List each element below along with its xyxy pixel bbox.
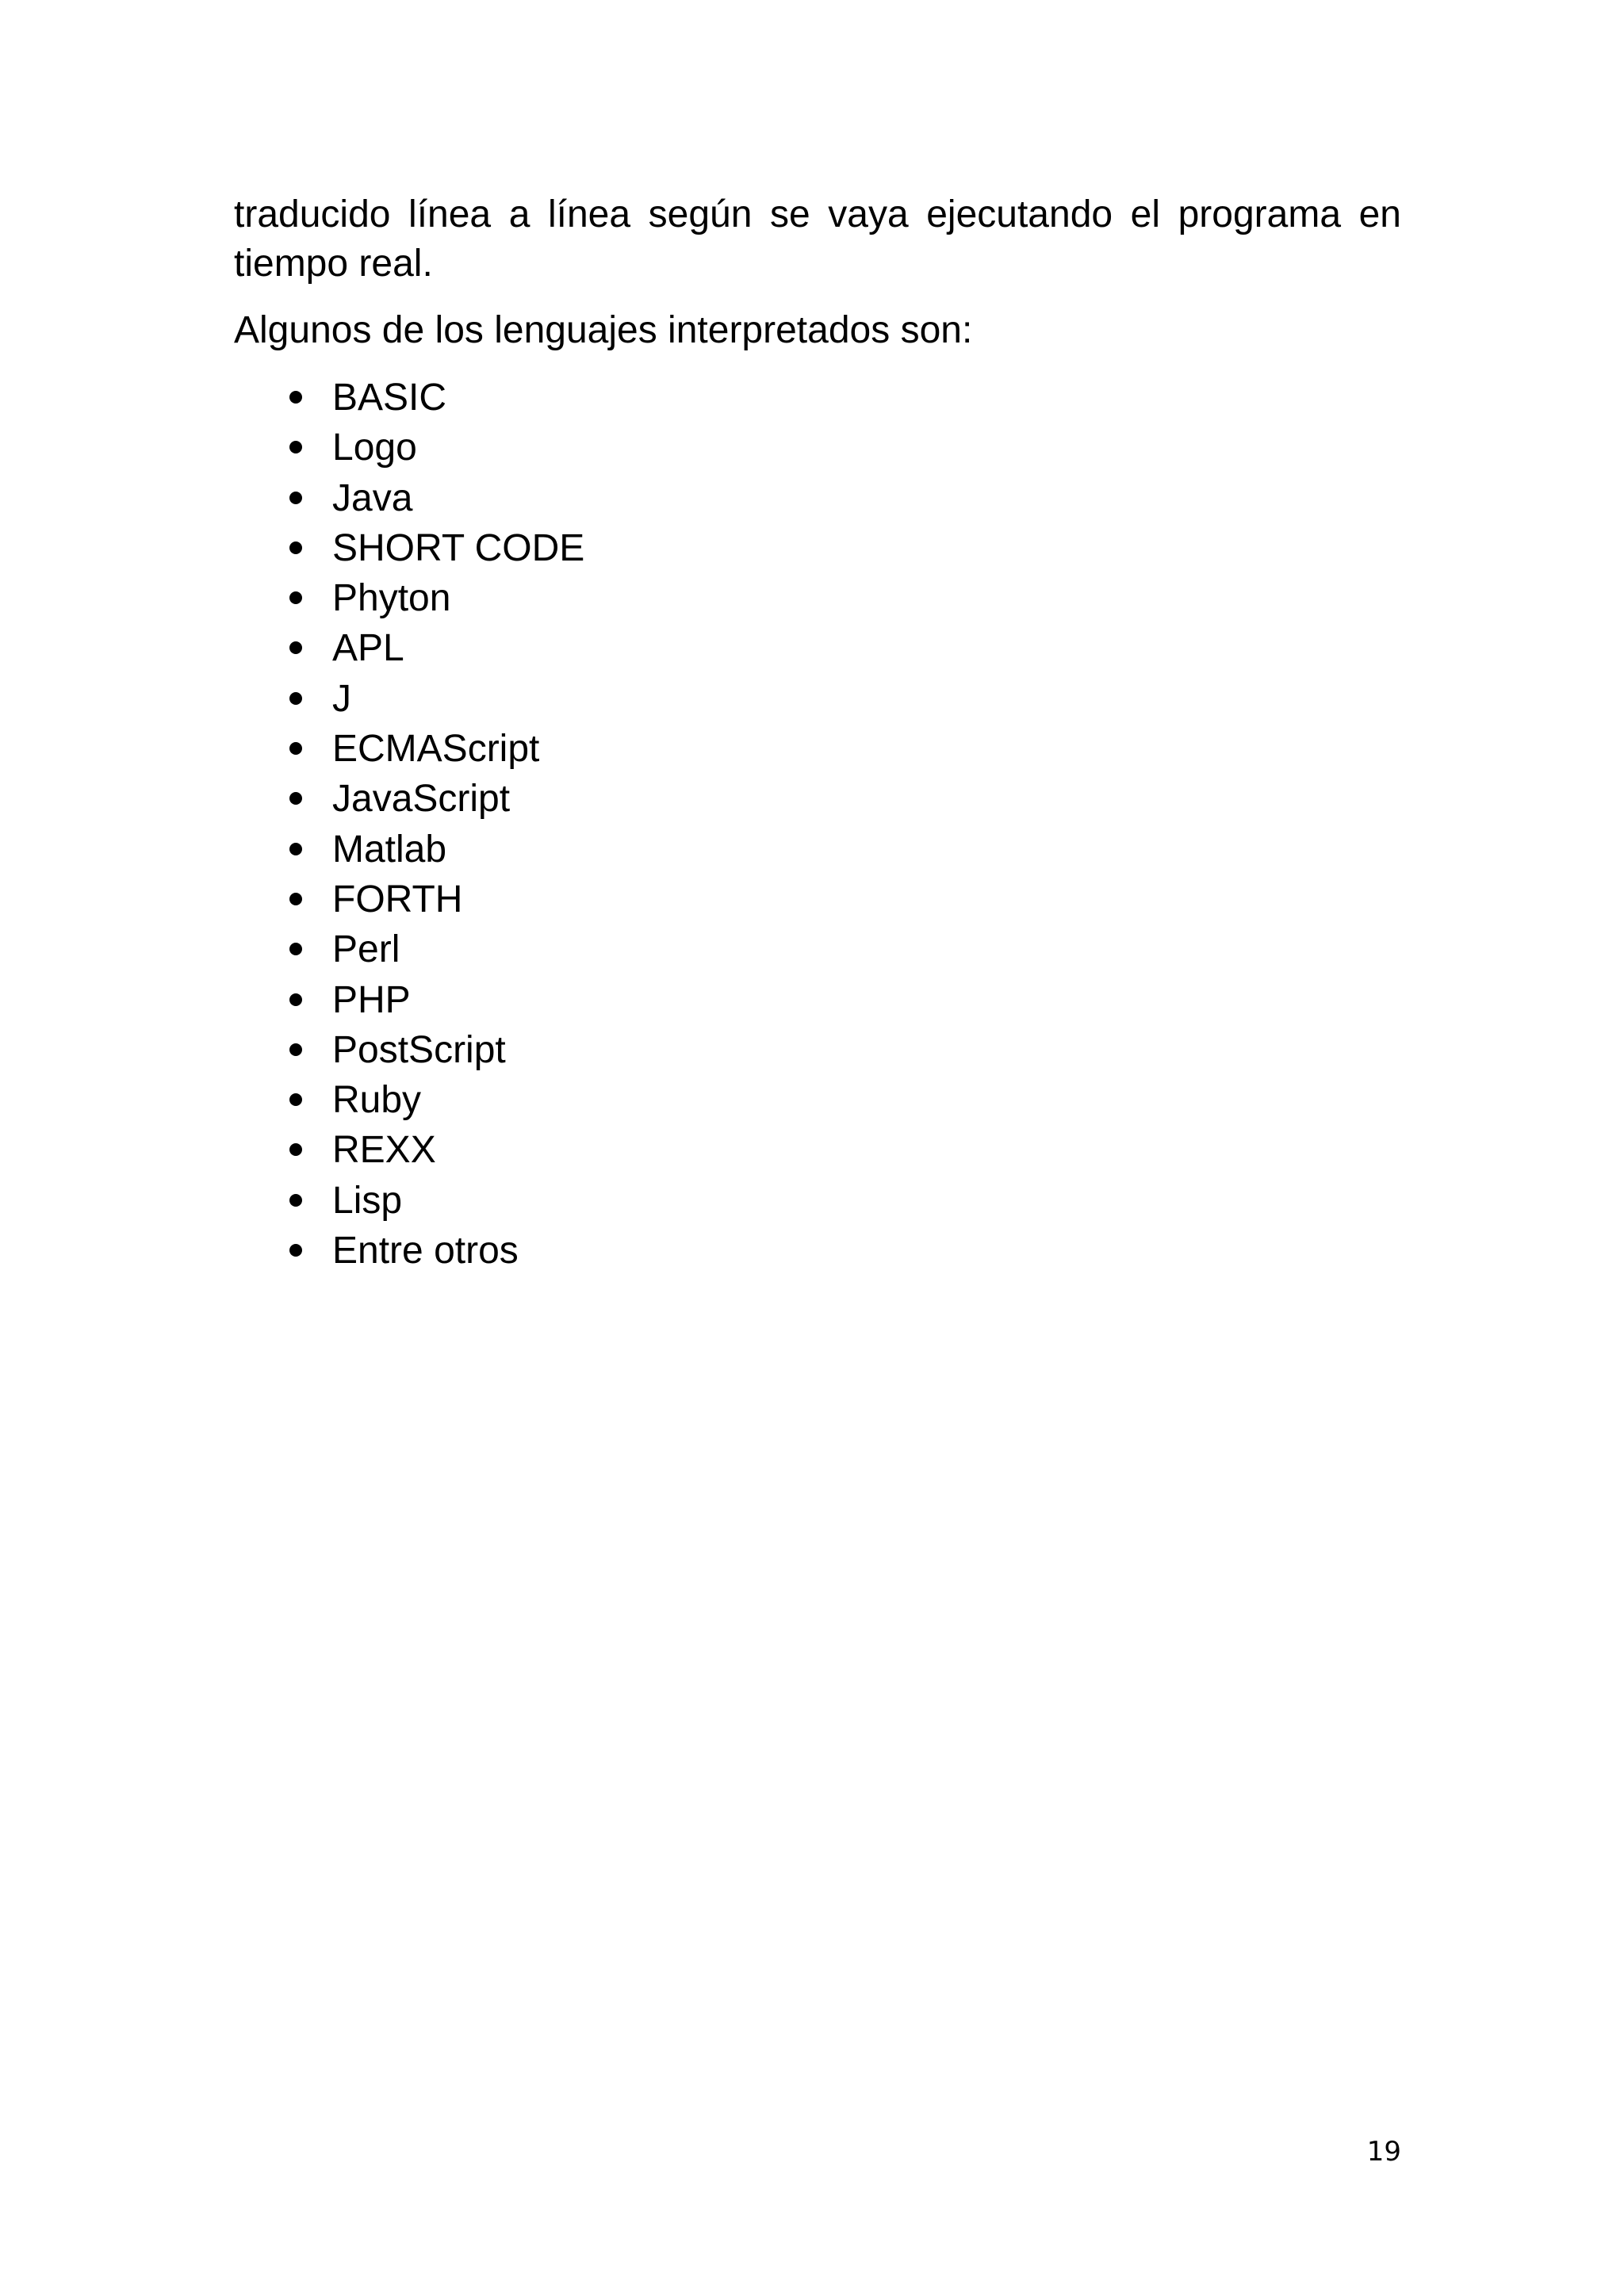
bullet-icon (289, 591, 302, 604)
list-item-label: Lisp (332, 1179, 403, 1222)
list-item-label: ECMAScript (332, 728, 540, 771)
bullet-icon (289, 1244, 302, 1257)
list-item-label: REXX (332, 1129, 436, 1172)
bullet-icon (289, 792, 302, 805)
list-item-label: PostScript (332, 1028, 506, 1071)
list-item (234, 975, 1401, 1025)
list-item (234, 1075, 1401, 1125)
list-item-label: Phyton (332, 577, 451, 620)
bullet-icon (289, 692, 302, 705)
page-number: 19 (1366, 2136, 1401, 2168)
list-item-label: PHP (332, 978, 411, 1021)
list-item (234, 1176, 1401, 1226)
list-item-label: FORTH (332, 878, 463, 920)
list-item-label: Perl (332, 928, 400, 971)
list-item-label: Matlab (332, 828, 447, 871)
bullet-icon (289, 441, 302, 453)
list-item (234, 674, 1401, 724)
bullet-icon (289, 1043, 302, 1056)
list-item-label: Ruby (332, 1079, 422, 1122)
bullet-icon (289, 1143, 302, 1156)
bullet-icon (289, 993, 302, 1006)
list-item (234, 825, 1401, 874)
list-item (234, 573, 1401, 623)
list-item-label: APL (332, 627, 404, 670)
list-item-label: JavaScript (332, 778, 511, 821)
bullet-icon (289, 541, 302, 554)
bullet-icon (289, 893, 302, 905)
intro-paragraph: Algunos de los lenguajes interpretados son: (234, 309, 973, 351)
list-item (234, 623, 1401, 673)
bullet-icon (289, 843, 302, 855)
continued-paragraph: traducido línea a línea según se vaya ejecutando el programa en tiempo real. (234, 193, 1401, 285)
bullet-icon (289, 943, 302, 955)
list-item (234, 473, 1401, 523)
list-item (234, 874, 1401, 924)
bullet-icon (289, 742, 302, 755)
bullet-icon (289, 391, 302, 404)
body-text (234, 190, 1401, 1276)
list-item (234, 1025, 1401, 1075)
list-item-label: J (332, 677, 351, 720)
bullet-icon (289, 492, 302, 504)
interpreted-languages-list (234, 373, 1401, 1276)
bullet-icon (289, 641, 302, 654)
list-item (234, 924, 1401, 974)
bullet-icon (289, 1194, 302, 1207)
list-item-label: Entre otros (332, 1230, 519, 1272)
list-item (234, 1125, 1401, 1175)
list-item-label: SHORT CODE (332, 526, 585, 569)
list-item-label: BASIC (332, 377, 447, 419)
list-item-label: Logo (332, 427, 417, 469)
list-item (234, 423, 1401, 473)
list-item (234, 1226, 1401, 1276)
list-item (234, 523, 1401, 573)
list-item (234, 724, 1401, 774)
list-item (234, 373, 1401, 423)
list-item (234, 774, 1401, 824)
list-item-label: Java (332, 476, 413, 519)
bullet-icon (289, 1093, 302, 1106)
